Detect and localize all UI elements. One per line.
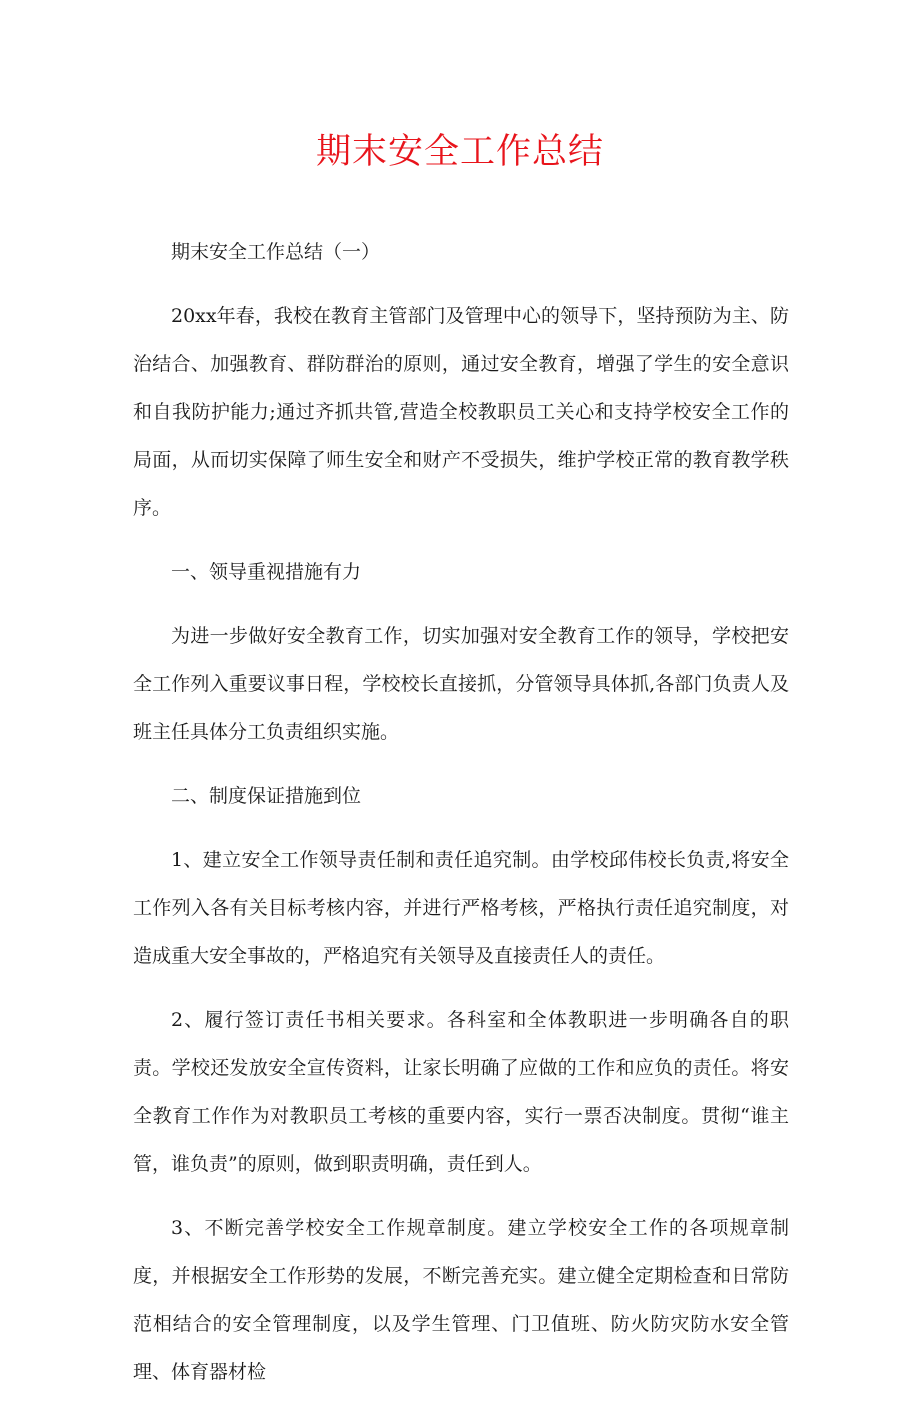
section-subtitle: 期末安全工作总结（一） <box>171 241 381 263</box>
paragraph-leadership: 为进一步做好安全教育工作，切实加强对安全教育工作的领导，学校把安全工作列入重要议事日程，学校校长直接抓，分管领导具体抓,各部门负责人及班主任具体分工负责组织实施。 <box>133 625 789 743</box>
paragraph-item-3: 3、不断完善学校安全工作规章制度。建立学校安全工作的各项规章制度，并根据安全工作形势的发展，不断完善充实。建立健全定期检查和日常防范相结合的安全管理制度，以及学生管理、门卫值班、防火防灾防水安全管理、体育器材检 <box>133 1217 789 1383</box>
paragraph-item-2: 2、履行签订责任书相关要求。各科室和全体教职进一步明确各自的职责。学校还发放安全宣传资料，让家长明确了应做的工作和应负的责任。将安全教育工作作为对教职员工考核的重要内容，实行一票否决制度。贯彻“谁主管，谁负责”的原则，做到职责明确，责任到人。 <box>133 1009 789 1175</box>
document-body <box>133 228 789 1412</box>
paragraph-intro: 20xx年春，我校在教育主管部门及管理中心的领导下，坚持预防为主、防治结合、加强教育、群防群治的原则，通过安全教育，增强了学生的安全意识和自我防护能力;通过齐抓共管,营造全校教职员工关心和支持学校安全工作的局面，从而切实保障了师生安全和财产不受损失，维护学校正常的教育教学秩序。 <box>133 305 789 519</box>
document-title: 期末安全工作总结 <box>315 132 604 172</box>
paragraph-item-1: 1、建立安全工作领导责任制和责任追究制。由学校邱伟校长负责,将安全工作列入各有关目标考核内容，并进行严格考核，严格执行责任追究制度，对造成重大安全事故的，严格追究有关领导及直接责任人的责任。 <box>133 849 789 967</box>
section-heading-system: 二、制度保证措施到位 <box>171 785 362 807</box>
section-heading-leadership: 一、领导重视措施有力 <box>171 561 362 583</box>
